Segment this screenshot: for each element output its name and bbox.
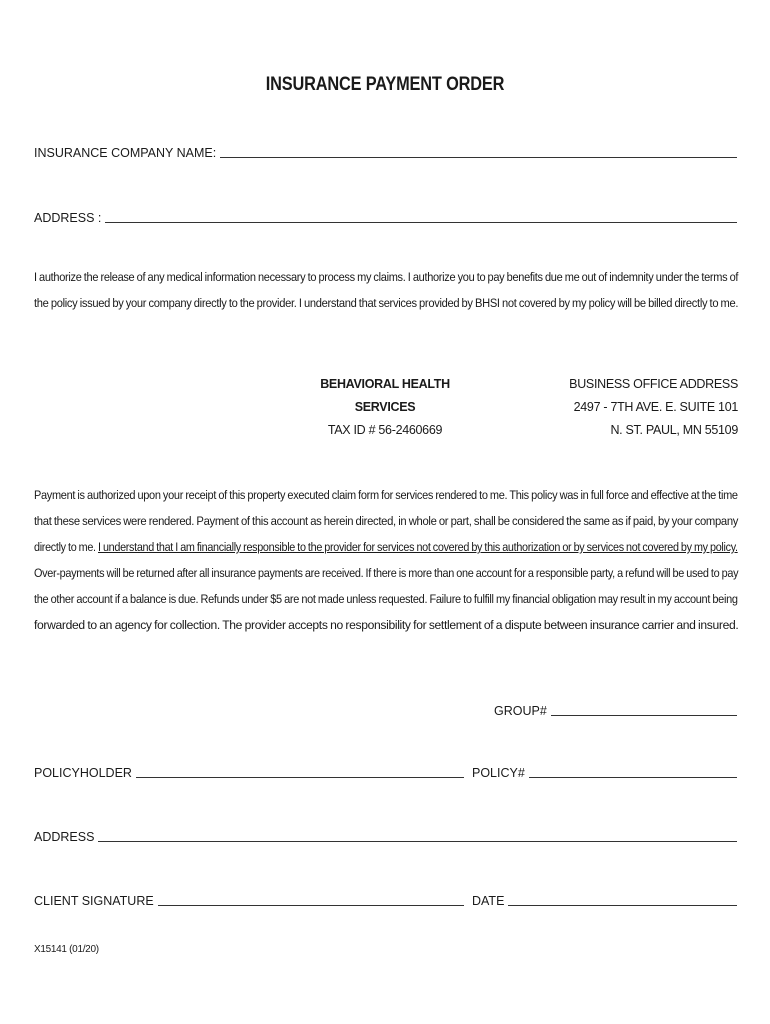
authorization-line-2: the policy issued by your company directly to the provider. I understand that services provided by BHSI not covered by my policy will be billed directly to me. (34, 296, 739, 310)
authorization-line-1: I authorize the release of any medical information necessary to process my claims. I authorize you to pay benefits due me out of indemnity under the terms of (34, 270, 739, 284)
address-bottom-field[interactable] (34, 830, 737, 844)
date-field[interactable] (472, 894, 737, 908)
client-signature-line[interactable] (158, 904, 464, 906)
insurance-company-name-line[interactable] (220, 156, 737, 158)
group-label: GROUP# (494, 704, 547, 718)
form-number: X15141 (01/20) (34, 944, 99, 955)
financial-responsibility-statement: I understand that I am financially responsible to the provider for services not covered by this authorization or by services not covered by my policy. (98, 540, 738, 554)
page-title: INSURANCE PAYMENT ORDER (265, 74, 505, 95)
address-bottom-label: ADDRESS (34, 830, 95, 844)
payment-line-6: forwarded to an agency for collection. The provider accepts no responsibility for settlement of a dispute between insurance carrier and insured. (34, 618, 739, 632)
business-office-heading: BUSINESS OFFICE ADDRESS (569, 377, 738, 391)
policy-field[interactable] (472, 766, 737, 780)
date-line[interactable] (508, 904, 737, 906)
payment-line-4: Over-payments will be returned after all insurance payments are received. If there is more than one account for a responsible party, a refund will be used to pay (34, 566, 739, 580)
group-line[interactable] (551, 714, 737, 716)
payment-line-3 (34, 534, 738, 560)
payment-line-3-prefix: directly to me. (34, 540, 96, 554)
group-field[interactable] (494, 704, 737, 718)
provider-block (290, 373, 480, 442)
client-signature-field[interactable] (34, 894, 464, 908)
date-label: DATE (472, 894, 505, 908)
business-office-street: 2497 - 7TH AVE. E. SUITE 101 (573, 400, 738, 414)
provider-tax-id: TAX ID # 56-2460669 (327, 423, 443, 437)
policyholder-label: POLICYHOLDER (34, 766, 132, 780)
payment-line-2: that these services were rendered. Payment of this account as herein directed, in whole or part, shall be considered the same as if paid, by your company (34, 514, 739, 528)
policy-label: POLICY# (472, 766, 525, 780)
insurance-company-name-field[interactable] (34, 146, 737, 160)
address-bottom-line[interactable] (98, 840, 737, 842)
policyholder-field[interactable] (34, 766, 464, 780)
address-top-field[interactable] (34, 211, 737, 225)
business-office-block (520, 373, 738, 442)
address-top-label: ADDRESS : (34, 211, 102, 225)
business-office-city: N. ST. PAUL, MN 55109 (610, 423, 738, 437)
provider-name: BEHAVIORAL HEALTH SERVICES (320, 377, 450, 414)
insurance-company-name-label: INSURANCE COMPANY NAME: (34, 146, 217, 160)
policy-line[interactable] (529, 776, 737, 778)
payment-paragraph (34, 482, 770, 638)
payment-line-5: the other account if a balance is due. Refunds under $5 are not made unless requested. Failure to fulfill my financial obligation may result in my account being (34, 592, 738, 606)
policyholder-line[interactable] (136, 776, 464, 778)
client-signature-label: CLIENT SIGNATURE (34, 894, 154, 908)
authorization-paragraph (34, 264, 770, 316)
address-top-line[interactable] (105, 221, 737, 223)
payment-line-1: Payment is authorized upon your receipt of this property executed claim form for services rendered to me. This policy was in full force and effective at the time (34, 488, 738, 502)
